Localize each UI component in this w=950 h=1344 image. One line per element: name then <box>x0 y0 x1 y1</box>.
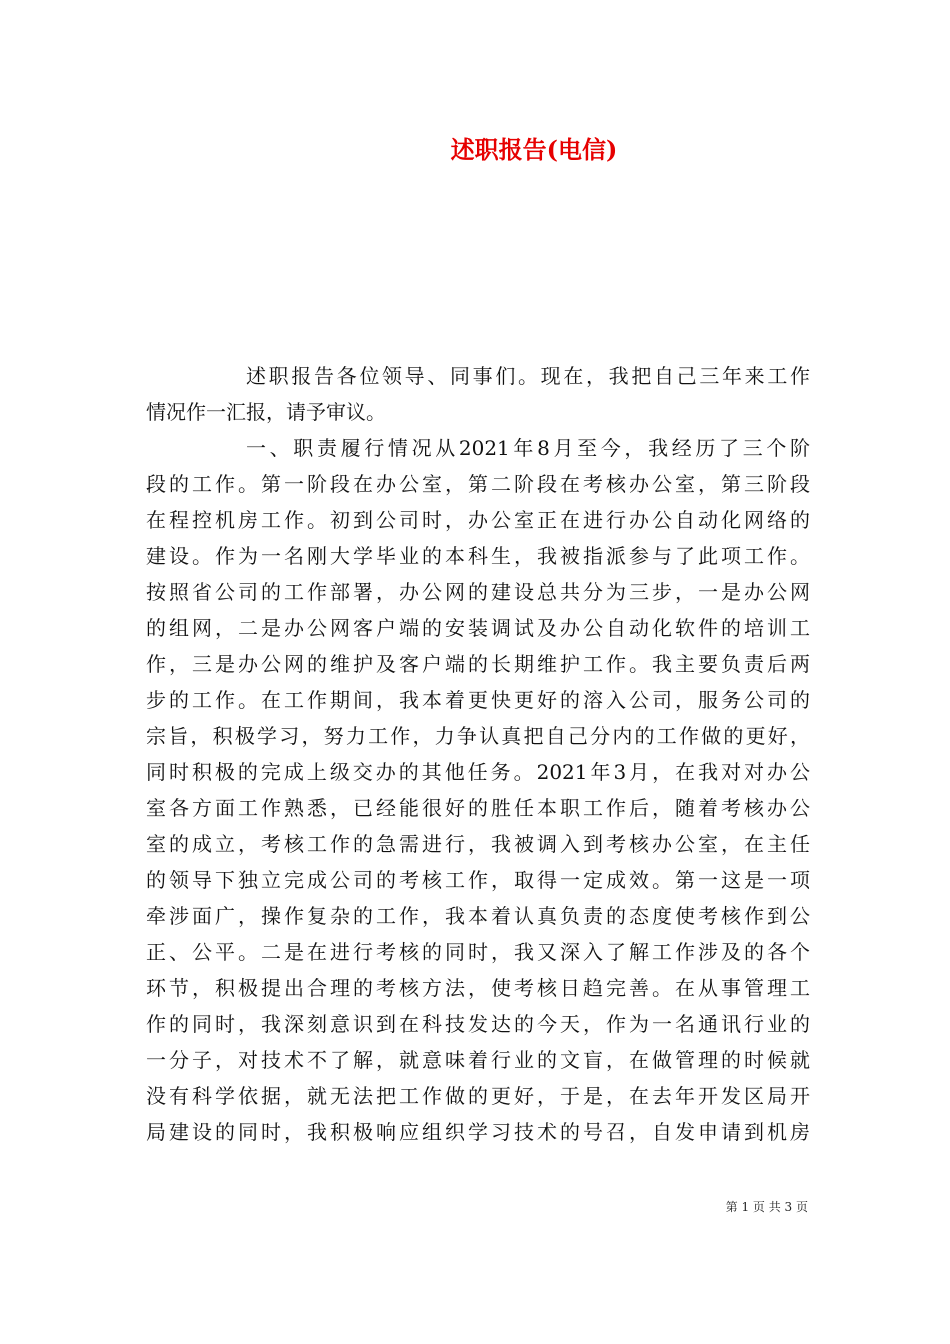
paragraph-line: 在程控机房工作。初到公司时，办公室正在进行办公自动化网络的 <box>146 508 810 532</box>
paragraph-line: 正、公平。二是在进行考核的同时，我又深入了解工作涉及的各个 <box>146 940 810 964</box>
page-number: 第 1 页 共 3 页 <box>725 1200 808 1214</box>
document-body <box>146 358 810 1150</box>
paragraph-line: 室的成立，考核工作的急需进行，我被调入到考核办公室，在主任 <box>146 832 810 856</box>
paragraph-line: 一分子，对技术不了解，就意味着行业的文盲，在做管理的时候就 <box>146 1048 810 1072</box>
paragraph-line: 段的工作。第一阶段在办公室，第二阶段在考核办公室，第三阶段 <box>146 472 810 496</box>
paragraph-line: 作的同时，我深刻意识到在科技发达的今天，作为一名通讯行业的 <box>146 1012 810 1036</box>
paragraph-line: 作，三是办公网的维护及客户端的长期维护工作。我主要负责后两 <box>146 652 810 676</box>
paragraph-line: 情况作一汇报，请予审议。 <box>146 400 386 424</box>
paragraph-line: 按照省公司的工作部署，办公网的建设总共分为三步，一是办公网 <box>146 580 810 604</box>
document-title: 述职报告(电信) <box>450 135 618 164</box>
paragraph-line: 的组网，二是办公网客户端的安装调试及办公自动化软件的培训工 <box>146 616 810 640</box>
paragraph-line: 局建设的同时，我积极响应组织学习技术的号召，自发申请到机房 <box>146 1120 810 1144</box>
paragraph-line: 室各方面工作熟悉，已经能很好的胜任本职工作后，随着考核办公 <box>146 796 810 820</box>
paragraph-line: 的领导下独立完成公司的考核工作，取得一定成效。第一这是一项 <box>146 868 810 892</box>
paragraph-line: 宗旨，积极学习，努力工作，力争认真把自己分内的工作做的更好， <box>146 724 810 748</box>
paragraph-line: 述职报告各位领导、同事们。现在，我把自己三年来工作 <box>246 364 810 388</box>
paragraph-line: 环节，积极提出合理的考核方法，使考核日趋完善。在从事管理工 <box>146 976 810 1000</box>
paragraph-line: 牵涉面广，操作复杂的工作，我本着认真负责的态度使考核作到公 <box>146 904 810 928</box>
paragraph-line: 一、职责履行情况从2021年8月至今，我经历了三个阶 <box>246 436 810 460</box>
paragraph-line: 步的工作。在工作期间，我本着更快更好的溶入公司，服务公司的 <box>146 688 810 712</box>
paragraph-line: 建设。作为一名刚大学毕业的本科生，我被指派参与了此项工作。 <box>146 544 810 568</box>
paragraph-line: 没有科学依据，就无法把工作做的更好，于是，在去年开发区局开 <box>146 1084 810 1108</box>
paragraph-line: 同时积极的完成上级交办的其他任务。2021年3月，在我对对办公 <box>146 760 810 784</box>
